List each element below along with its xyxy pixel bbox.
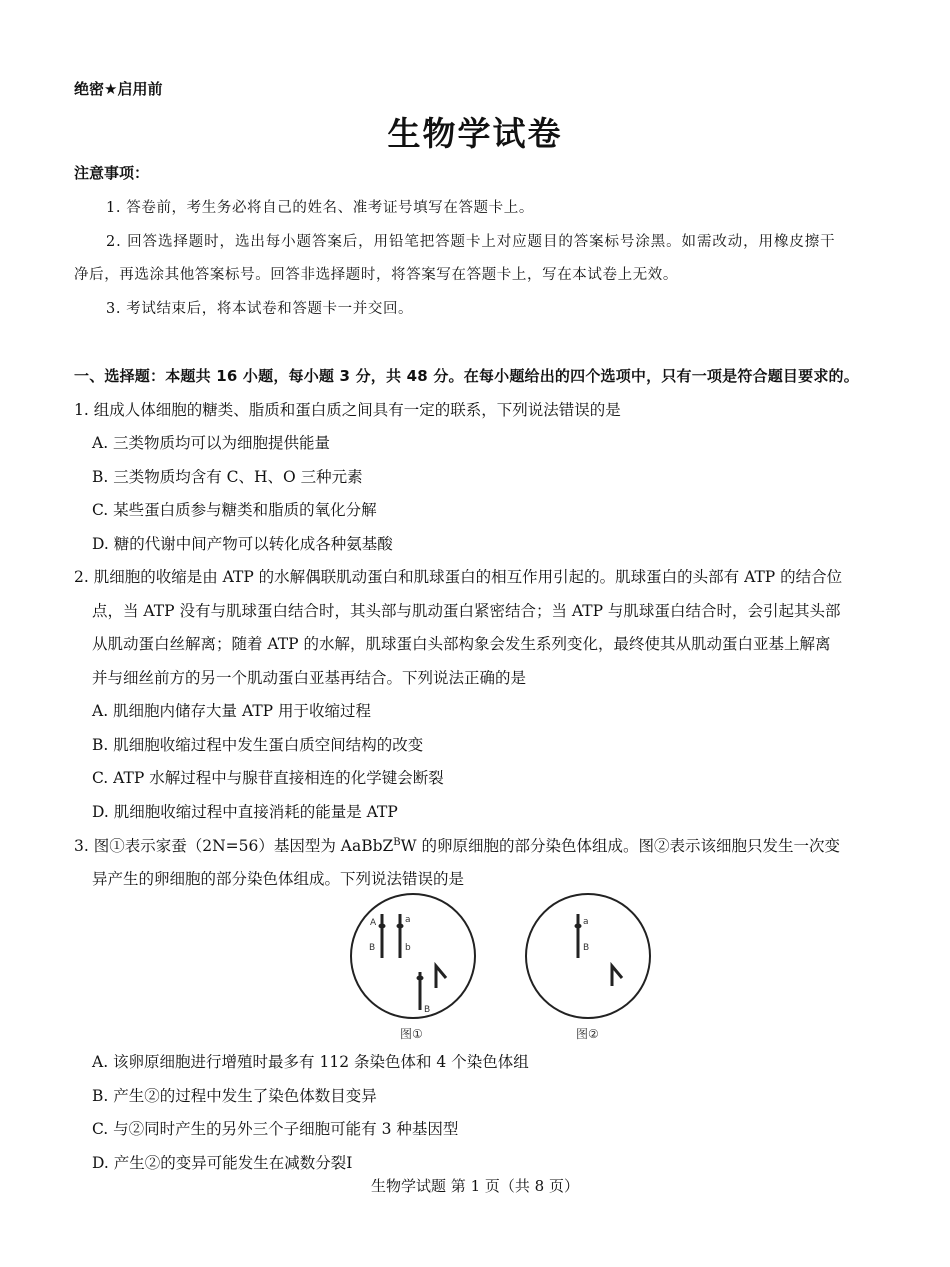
notice-heading: 注意事项： xyxy=(74,164,150,182)
section-heading: 一、选择题：本题共 16 小题，每小题 3 分，共 48 分。在每小题给出的四个选项中，只有一项是符合题目要求的。 xyxy=(74,367,859,385)
fig1-cell-circle xyxy=(351,894,475,1018)
question-1-stem: 1. 组成人体细胞的糖类、脂质和蛋白质之间具有一定的联系，下列说法错误的是 xyxy=(74,401,621,419)
question-2-stem-line-3: 从肌动蛋白丝解离；随着 ATP 的水解，肌球蛋白头部构象会发生系列变化，最终使其从肌动蛋白亚基上解离 xyxy=(92,635,831,653)
fig1-label-B: B xyxy=(369,943,376,953)
q1-option-d: D. 糖的代谢中间产物可以转化成各种氨基酸 xyxy=(92,535,393,553)
page-footer: 生物学试题 第 1 页（共 8 页） xyxy=(371,1177,579,1195)
q3-figure xyxy=(340,892,660,1044)
fig2-cell-circle xyxy=(526,894,650,1018)
fig2-w-chromosome xyxy=(612,966,622,986)
q1-option-b: B. 三类物质均含有 C、H、O 三种元素 xyxy=(92,468,363,486)
notice-item-2: 2. 回答选择题时，选出每小题答案后，用铅笔把答题卡上对应题目的答案标号涂黑。如需改动，用橡皮擦干 xyxy=(106,234,836,250)
q2-option-c: C. ATP 水解过程中与腺苷直接相连的化学键会断裂 xyxy=(92,769,444,787)
q1-option-c: C. 某些蛋白质参与糖类和脂质的氧化分解 xyxy=(92,501,377,519)
fig1-label-ZB: B xyxy=(424,1005,431,1015)
q2-option-d: D. 肌细胞收缩过程中直接消耗的能量是 ATP xyxy=(92,803,398,821)
notice-item-3: 3. 考试结束后，将本试卷和答题卡一并交回。 xyxy=(106,301,414,317)
question-2-stem-line-1: 2. 肌细胞的收缩是由 ATP 的水解偶联肌动蛋白和肌球蛋白的相互作用引起的。肌球蛋白的头部有 ATP 的结合位 xyxy=(74,568,843,586)
q1-option-a: A. 三类物质均可以为细胞提供能量 xyxy=(92,434,331,452)
question-2-stem-line-4: 并与细丝前方的另一个肌动蛋白亚基再结合。下列说法正确的是 xyxy=(92,669,527,687)
fig1-label-b: b xyxy=(405,943,411,953)
fig1-w-chromosome xyxy=(436,966,446,988)
fig1-caption: 图① xyxy=(400,1027,423,1041)
q2-option-b: B. 肌细胞收缩过程中发生蛋白质空间结构的改变 xyxy=(92,736,424,754)
fig1-label-a: a xyxy=(405,915,411,925)
fig2-label-B: B xyxy=(583,943,590,953)
q3-stem-part-1: 3. 图①表示家蚕（2N=56）基因型为 AaBbZ xyxy=(74,837,394,855)
fig2-caption: 图② xyxy=(576,1027,599,1041)
fig1-label-A: A xyxy=(370,918,377,928)
q3-option-c: C. 与②同时产生的另外三个子细胞可能有 3 种基因型 xyxy=(92,1120,459,1138)
q3-stem-part-2: W 的卵原细胞的部分染色体组成。图②表示该细胞只发生一次变 xyxy=(400,837,841,855)
page-title: 生物学试卷 xyxy=(387,114,563,153)
q3-option-b: B. 产生②的过程中发生了染色体数目变异 xyxy=(92,1087,377,1105)
notice-item-2-cont: 净后，再选涂其他答案标号。回答非选择题时，将答案写在答题卡上，写在本试卷上无效。 xyxy=(74,267,678,283)
q3-option-a: A. 该卵原细胞进行增殖时最多有 112 条染色体和 4 个染色体组 xyxy=(92,1053,529,1071)
question-3-stem-line-2: 异产生的卵细胞的部分染色体组成。下列说法错误的是 xyxy=(92,870,465,888)
question-2-stem-line-2: 点，当 ATP 没有与肌球蛋白结合时，其头部与肌动蛋白紧密结合；当 ATP 与肌球蛋白结合时，会引起其头部 xyxy=(92,602,841,620)
notice-item-1: 1. 答卷前，考生务必将自己的姓名、准考证号填写在答题卡上。 xyxy=(106,200,534,216)
secret-label: 绝密★启用前 xyxy=(74,80,163,98)
fig2-label-a: a xyxy=(583,917,589,927)
q3-stem-superscript: B xyxy=(393,836,401,848)
q2-option-a: A. 肌细胞内储存大量 ATP 用于收缩过程 xyxy=(92,702,372,720)
question-3-stem-line-1 xyxy=(74,834,840,856)
q3-option-d: D. 产生②的变异可能发生在减数分裂Ⅰ xyxy=(92,1154,353,1172)
